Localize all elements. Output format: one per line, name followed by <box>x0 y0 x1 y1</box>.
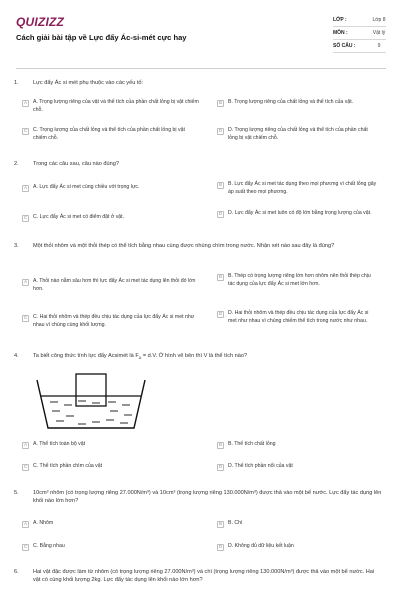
option-letter-box: D <box>218 311 223 317</box>
formula-subscript: A <box>138 356 142 361</box>
option-letter-box: A <box>22 279 29 286</box>
option-letter-box: B <box>217 521 224 528</box>
option-letter-box: C <box>23 544 28 550</box>
option-a[interactable] <box>22 99 200 114</box>
option-text: B. Thể tích chất lỏng <box>228 441 276 447</box>
option-text: D. Trọng lượng riêng của chất lỏng và thể tích của phần chất lỏng bị vật chiếm chỗ. <box>228 127 368 141</box>
option-a[interactable] <box>22 184 200 192</box>
option-letter-box: A <box>22 442 29 449</box>
option-letter-box: B <box>217 182 224 189</box>
option-text: D. Hai thỏi nhôm và thép đều chịu tác dụng của lực đẩy Ác si met như nhau vì chúng chiếm thể tích trong nước như nhau. <box>228 310 369 324</box>
option-letter-box: A <box>22 185 29 192</box>
option-text: B. Thép có trọng lượng riêng lớn hơn nhôm nên thỏi thép chịu tác dụng của lực đẩy Ác si met lớn hơn. <box>228 273 371 287</box>
option-text: A. Thể tích toàn bộ vật <box>33 441 86 447</box>
option-a[interactable] <box>22 520 200 528</box>
option-text: A. Thỏi nào nằm sâu hơn thì lực đẩy Ác si met tác dụng lên thỏi đó lớn hơn. <box>33 278 196 292</box>
option-b[interactable] <box>217 441 377 449</box>
question-number: 4. <box>14 353 19 359</box>
meta-key: MÔN : <box>333 29 348 36</box>
option-letter-box: A <box>22 100 29 107</box>
meta-row-count <box>333 40 386 53</box>
option-text: B. Trọng lượng riêng của chất lỏng và thể tích của vật. <box>228 99 354 105</box>
question-text <box>33 353 383 361</box>
meta-row-subject <box>333 27 386 40</box>
option-letter-box: B <box>217 274 224 281</box>
question-number: 3. <box>14 243 19 249</box>
option-letter-box: D <box>218 211 223 217</box>
option-letter-box: C <box>23 464 28 470</box>
option-d[interactable] <box>217 210 377 218</box>
option-c[interactable] <box>22 314 200 329</box>
option-b[interactable] <box>217 99 377 107</box>
option-d[interactable] <box>217 127 377 142</box>
option-c[interactable] <box>22 463 200 471</box>
option-text: A. Trọng lượng riêng của vật và thể tích của phần chất lỏng bị vật chiếm chỗ. <box>33 99 199 113</box>
option-letter-box: A <box>22 521 29 528</box>
option-text: C. Hai thỏi nhôm và thép đều chịu tác dụng của lực đẩy Ác si met như nhau vì chúng cùng khối lượng. <box>33 314 195 328</box>
question-text: 10cm³ nhôm (có trọng lượng riêng 27.000N/m³) và 10cm³ (trọng lượng riêng 130.000N/m³) được thả vào một bể nước. Lực đẩy tác dụng lên khối nào lớn hơn? <box>33 490 382 504</box>
option-text: C. Trọng lượng của chất lỏng và thể tích của phần chất lỏng bị vật chiếm chỗ. <box>33 127 185 141</box>
option-letter-box: D <box>218 544 223 550</box>
question-text: Hai vật đặc được làm từ nhôm (có trọng lượng riêng 27.000N/m³) và chì (trọng lượng riêng 130.000N/m³) được thả vào một bể nước. Hai vật có cùng khối lượng 2kg. Lực đẩy tác dụng lên khối nào lớn hơn? <box>33 569 375 583</box>
option-a[interactable] <box>22 278 200 293</box>
header-divider <box>16 68 386 69</box>
option-letter-box: C <box>23 128 28 134</box>
option-c[interactable] <box>22 214 200 222</box>
option-text: B. Chì <box>228 520 243 526</box>
option-text: C. Thể tích phần chìm của vật <box>33 463 103 469</box>
question-number: 1. <box>14 80 19 86</box>
question-text: Một thỏi nhôm và một thỏi thép có thể tích bằng nhau cùng được nhúng chìm trong nước. Nhận xét nào sau đây là đúng? <box>33 243 335 249</box>
question-number: 6. <box>14 569 19 575</box>
option-text: D. Không đủ dữ liệu kết luận <box>228 543 294 549</box>
option-letter-box: C <box>23 215 28 221</box>
option-a[interactable] <box>22 441 200 449</box>
question-text: Trong các câu sau, câu nào đúng? <box>33 161 119 167</box>
option-letter-box: D <box>218 464 223 470</box>
option-text: D. Thể tích phần nổi của vật <box>228 463 293 469</box>
option-text: C. Bằng nhau <box>33 543 65 549</box>
option-b[interactable] <box>217 181 377 196</box>
option-d[interactable] <box>217 463 377 471</box>
meta-panel <box>333 14 386 53</box>
option-text: A. Nhôm <box>33 520 54 526</box>
question-text: Lực đẩy Ác si mét phụ thuộc vào các yếu tố: <box>33 80 144 86</box>
meta-row-grade <box>333 14 386 27</box>
meta-value: Vật lý <box>372 29 386 36</box>
option-b[interactable] <box>217 520 377 528</box>
option-letter-box: B <box>217 442 224 449</box>
option-text: A. Lực đẩy Ác si met cùng chiều với trọng lực. <box>33 184 140 190</box>
option-text: D. Lực đẩy Ác si met luôn có độ lớn bằng trọng lượng của vật. <box>228 210 372 216</box>
formula-rest: = d.V. Ở hình vẽ bên thì V là thể tích nào? <box>141 353 248 359</box>
page-title: Cách giải bài tập về Lực đẩy Ác-si-mét cực hay <box>16 33 187 42</box>
question-number: 2. <box>14 161 19 167</box>
option-letter-box: D <box>218 128 223 134</box>
option-text: C. Lực đẩy Ác si met có điểm đặt ở vật. <box>33 214 125 220</box>
option-letter-box: B <box>217 100 224 107</box>
option-d[interactable] <box>217 310 377 325</box>
page-header <box>16 14 386 66</box>
meta-key: LỚP : <box>333 16 347 23</box>
option-c[interactable] <box>22 543 200 551</box>
option-b[interactable] <box>217 273 377 288</box>
option-text: B. Lực đẩy Ác si met tác dụng theo mọi phương vì chất lỏng gây áp suất theo mọi phương. <box>228 181 377 195</box>
formula-prefix: Ta biết công thức tính lực đẩy Acsimét là F <box>33 353 139 359</box>
quizizz-logo: QUIZIZZ <box>16 15 65 29</box>
meta-value: Lớp 8 <box>372 16 386 23</box>
meta-value: 9 <box>377 42 381 49</box>
question-number: 5. <box>14 490 19 496</box>
floating-object-figure <box>36 372 146 434</box>
option-d[interactable] <box>217 543 377 551</box>
option-letter-box: C <box>23 315 28 321</box>
meta-key: SỐ CÂU : <box>333 42 356 49</box>
option-c[interactable] <box>22 127 200 142</box>
